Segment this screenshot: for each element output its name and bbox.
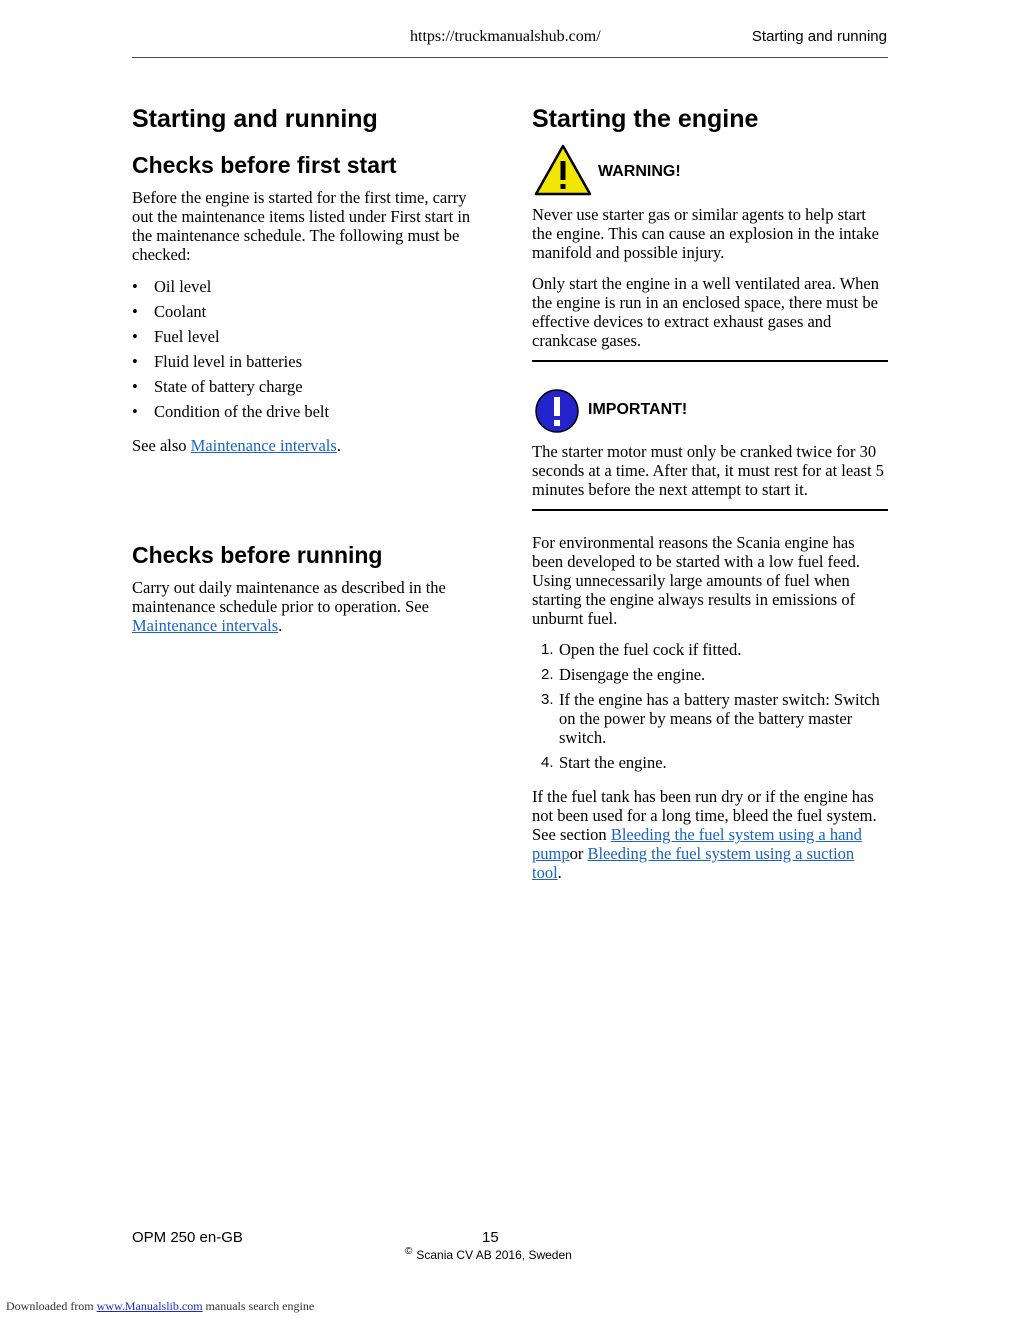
bleed-body: If the fuel tank has been run dry or if the engine has not been used for a long time, bleed the fuel system. See section [532,787,877,844]
see-also [132,436,472,455]
first-start-intro: Before the engine is started for the first time, carry out the maintenance items listed under First start in the maintenance schedule. The following must be checked: [132,188,471,264]
download-suffix: manuals search engine [202,1299,315,1313]
environment-text: For environmental reasons the Scania engine has been developed to be started with a low fuel feed. Using unnecessarily large amounts of fuel when starting the engine always results in emissions of unburnt fuel. [532,533,861,628]
list-item [532,753,888,772]
step-text: Start the engine. [559,753,667,772]
warning-label: WARNING! [598,163,681,180]
step-number: 1. [541,641,554,658]
step-text: If the engine has a battery master switch: Switch on the power by means of the battery master switch. [559,690,880,747]
warning-triangle-icon [534,144,594,196]
see-also-prefix: See also [132,436,191,455]
copyright-symbol: © [405,1246,413,1257]
checks-running-body: Carry out daily maintenance as described in the maintenance schedule prior to operation. See [132,578,446,616]
bleed-hand-pump-link[interactable]: Bleeding the fuel system using a hand pump [532,825,862,863]
see-also-suffix: . [336,436,341,455]
list-item [532,640,888,659]
important-label: IMPORTANT! [588,401,688,418]
checks-running-text [132,578,472,635]
important-divider [532,509,888,511]
start-steps [532,640,888,772]
header-url[interactable]: https://truckmanualshub.com/ [410,28,601,45]
step-text: Disengage the engine. [559,665,706,684]
warning-text-2: Only start the engine in a well ventilated area. When the engine is run in an enclosed space, there must be effective devices to extract exhaust gases and crankcase gases. [532,274,879,350]
maintenance-intervals-link[interactable]: Maintenance intervals [132,616,279,635]
bleed-suction-tool-link[interactable]: Bleeding the fuel system using a suction tool [532,844,855,882]
list-item: • Condition of the drive belt [132,402,472,421]
footer-copyright [405,1248,572,1262]
step-number: 4. [541,754,554,771]
warning-divider [532,360,888,362]
list-item [532,690,888,747]
bleed-or: or [569,844,588,863]
heading-checks-first-start: Checks before first start [132,152,397,178]
heading-starting-engine: Starting the engine [532,105,759,133]
bleed-suffix: . [557,863,562,882]
right-column-heading [532,100,888,138]
page-title: Starting and running [132,105,378,133]
copyright-text: Scania CV AB 2016, Sweden [416,1248,572,1262]
footer-page-number: 15 [482,1229,499,1246]
step-number: 3. [541,691,554,708]
checks-running-suffix: . [278,616,283,635]
important-exclamation-icon [534,388,580,434]
warning-text-1: Never use starter gas or similar agents to help start the engine. This can cause an explosion in the intake manifold and possible injury. [532,205,880,262]
check-list [132,277,472,421]
list-item [532,665,888,684]
manualslib-link[interactable]: www.Manualslib.com [96,1299,203,1313]
procedure-section [532,533,888,882]
heading-checks-running: Checks before running [132,542,383,568]
download-prefix: Downloaded from [6,1299,97,1313]
bleed-text [532,787,888,882]
step-text: Open the fuel cock if fitted. [559,640,742,659]
maintenance-intervals-link[interactable]: Maintenance intervals [190,436,337,455]
header-divider [132,57,888,58]
important-text: The starter motor must only be cranked twice for 30 seconds at a time. After that, it must rest for at least 5 minutes before the next attempt to start it. [532,442,884,499]
header-section-title: Starting and running [751,28,887,45]
list-item: • Fuel level [132,327,472,346]
checks-running-section [132,538,472,635]
list-item: • Fluid level in batteries [132,352,472,371]
list-item: • Oil level [132,277,472,296]
step-number: 2. [541,666,554,683]
important-body [532,442,888,499]
list-item: • State of battery charge [132,377,472,396]
list-item: • Coolant [132,302,472,321]
left-column [132,100,472,455]
warning-body [532,205,888,350]
download-bar [6,1299,314,1314]
footer-doc-id: OPM 250 en-GB [132,1229,243,1246]
